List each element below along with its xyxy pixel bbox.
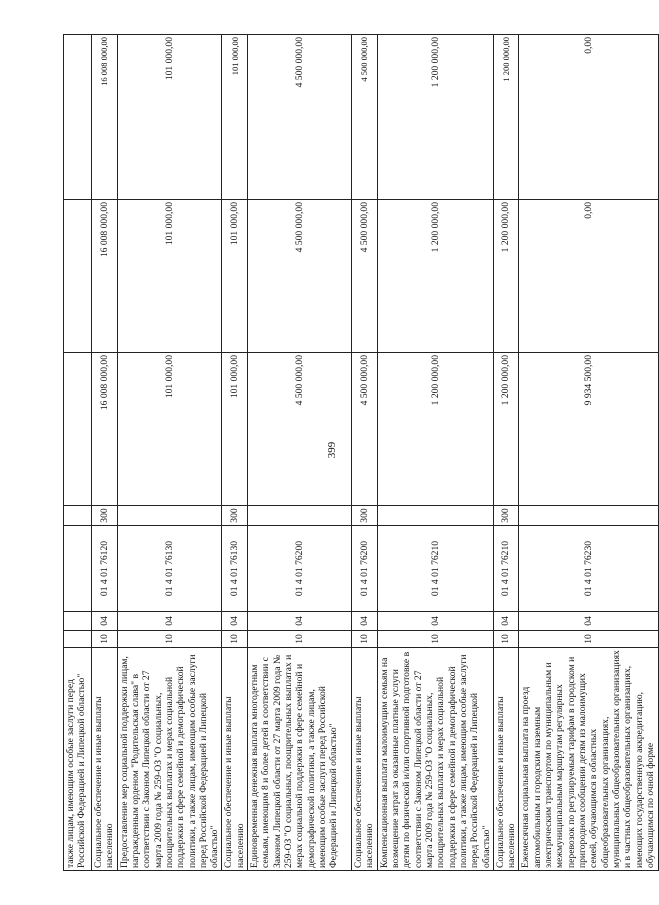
subsection-code: 04 xyxy=(248,612,352,631)
subsection-code: 04 xyxy=(352,612,378,631)
table-row xyxy=(92,35,118,871)
table-row xyxy=(64,35,92,871)
amount-year-2: 0,00 xyxy=(519,200,659,353)
amount-year-3: 16 008 000,00 xyxy=(92,35,118,200)
row-description: Предоставление мер социальной поддержки лицам, награжденным орденом "Родительская слава" в соответствии с Законом Липецкой области от 27 марта 2009 года № 259-ОЗ "О социальных, поощрительных выплатах и мерах социальной поддержки в сфере семейной и демографической политики, а также лицам, имеющим особые заслуги перед Российской Федерацией и Липецкой областью" xyxy=(117,648,222,871)
target-article-code: 01 4 01 76230 xyxy=(519,526,659,612)
section-code: 10 xyxy=(117,631,222,648)
amount-year-2: 1 200 000,00 xyxy=(377,200,493,353)
expense-type-code xyxy=(248,506,352,526)
row-description: Социальное обеспечение и иные выплаты населению xyxy=(222,648,248,871)
expense-type-code: 300 xyxy=(352,506,378,526)
amount-year-1: 101 000,00 xyxy=(222,353,248,506)
table-row xyxy=(352,35,378,871)
amount-year-2: 16 008 000,00 xyxy=(92,200,118,353)
section-code: 10 xyxy=(377,631,493,648)
table-row xyxy=(117,35,222,871)
subsection-code: 04 xyxy=(117,612,222,631)
table-row xyxy=(377,35,493,871)
expense-type-code xyxy=(64,506,92,526)
target-article-code: 01 4 01 76130 xyxy=(117,526,222,612)
target-article-code: 01 4 01 76200 xyxy=(352,526,378,612)
amount-year-1: 16 008 000,00 xyxy=(92,353,118,506)
expense-type-code xyxy=(377,506,493,526)
row-description: Социальное обеспечение и иные выплаты населению xyxy=(493,648,519,871)
amount-year-3: 4 500 000,00 xyxy=(248,35,352,200)
section-code xyxy=(64,631,92,648)
expense-type-code xyxy=(519,506,659,526)
section-code: 10 xyxy=(248,631,352,648)
expense-type-code: 300 xyxy=(92,506,118,526)
amount-year-3: 0,00 xyxy=(519,35,659,200)
section-code: 10 xyxy=(493,631,519,648)
expense-type-code: 300 xyxy=(222,506,248,526)
subsection-code: 04 xyxy=(377,612,493,631)
target-article-code xyxy=(64,526,92,612)
row-description: Социальное обеспечение и иные выплаты населению xyxy=(352,648,378,871)
target-article-code: 01 4 01 76210 xyxy=(493,526,519,612)
amount-year-3: 101 000,00 xyxy=(117,35,222,200)
table-row xyxy=(222,35,248,871)
amount-year-1: 1 200 000,00 xyxy=(377,353,493,506)
subsection-code: 04 xyxy=(493,612,519,631)
budget-table xyxy=(63,34,659,871)
subsection-code: 04 xyxy=(519,612,659,631)
section-code: 10 xyxy=(352,631,378,648)
subsection-code: 04 xyxy=(92,612,118,631)
table-row xyxy=(493,35,519,871)
target-article-code: 01 4 01 76130 xyxy=(222,526,248,612)
amount-year-3: 4 500 000,00 xyxy=(352,35,378,200)
amount-year-2: 1 200 000,00 xyxy=(493,200,519,353)
row-description: Единовременная денежная выплата многодетным семьям, имеющим 8 и более детей в соответствии с Законом Липецкой области от 27 марта 2009 года № 259-ОЗ "О социальных, поощрительных выплатах и мерах социальной поддержки в сфере семейной и демографической политики, а также лицам, имеющим особые заслуги перед Российской Федерацией и Липецкой областью" xyxy=(248,648,352,871)
page-number: 399 xyxy=(326,441,338,459)
amount-year-2: 4 500 000,00 xyxy=(352,200,378,353)
section-code: 10 xyxy=(222,631,248,648)
rotated-table-container xyxy=(63,35,656,871)
amount-year-2: 101 000,00 xyxy=(222,200,248,353)
amount-year-1: 9 934 500,00 xyxy=(519,353,659,506)
amount-year-1: 4 500 000,00 xyxy=(248,353,352,506)
amount-year-1: 101 000,00 xyxy=(117,353,222,506)
target-article-code: 01 4 01 76210 xyxy=(377,526,493,612)
expense-type-code: 300 xyxy=(493,506,519,526)
table-row xyxy=(248,35,352,871)
expense-type-code xyxy=(117,506,222,526)
amount-year-3: 1 200 000,00 xyxy=(493,35,519,200)
amount-year-2 xyxy=(64,200,92,353)
row-description: Ежемесячная социальная выплата на проезд автомобильным и городским наземным электрическим транспортом по муниципальным и межмуниципальным маршрутам регулярных перевозок по регулируемым тарифам в городском и пригородном сообщении детям из малоимущих семей, обучающимся в областных общеобразовательных организациях, муниципальных общеобразовательных организациях и в частных общеобразовательных организациях, имеющих государственную аккредитацию, обучающимся по очной форме xyxy=(519,648,659,871)
subsection-code xyxy=(64,612,92,631)
row-description: Социальное обеспечение и иные выплаты населению xyxy=(92,648,118,871)
section-code: 10 xyxy=(519,631,659,648)
subsection-code: 04 xyxy=(222,612,248,631)
amount-year-2: 101 000,00 xyxy=(117,200,222,353)
amount-year-1: 4 500 000,00 xyxy=(352,353,378,506)
table-row xyxy=(519,35,659,871)
amount-year-3 xyxy=(64,35,92,200)
amount-year-1: 1 200 000,00 xyxy=(493,353,519,506)
target-article-code: 01 4 01 76200 xyxy=(248,526,352,612)
amount-year-3: 101 000,00 xyxy=(222,35,248,200)
amount-year-2: 4 500 000,00 xyxy=(248,200,352,353)
amount-year-3: 1 200 000,00 xyxy=(377,35,493,200)
amount-year-1 xyxy=(64,353,92,506)
row-description: также лицам, имеющим особые заслуги перед Российской Федерацией и Липецкой областью" xyxy=(64,648,92,871)
section-code: 10 xyxy=(92,631,118,648)
target-article-code: 01 4 01 76120 xyxy=(92,526,118,612)
row-description: Компенсационная выплата малоимущим семьям на возмещение затрат за оказанные платные услуги детям по физической и/или спортивной подготовке в соответствии с Законом Липецкой области от 27 марта 2009 года № 259-ОЗ "О социальных, поощрительных выплатах и мерах социальной поддержки в сфере семейной и демографической политики, а также лицам, имеющим особые заслуги перед Российской Федерацией и Липецкой областью" xyxy=(377,648,493,871)
